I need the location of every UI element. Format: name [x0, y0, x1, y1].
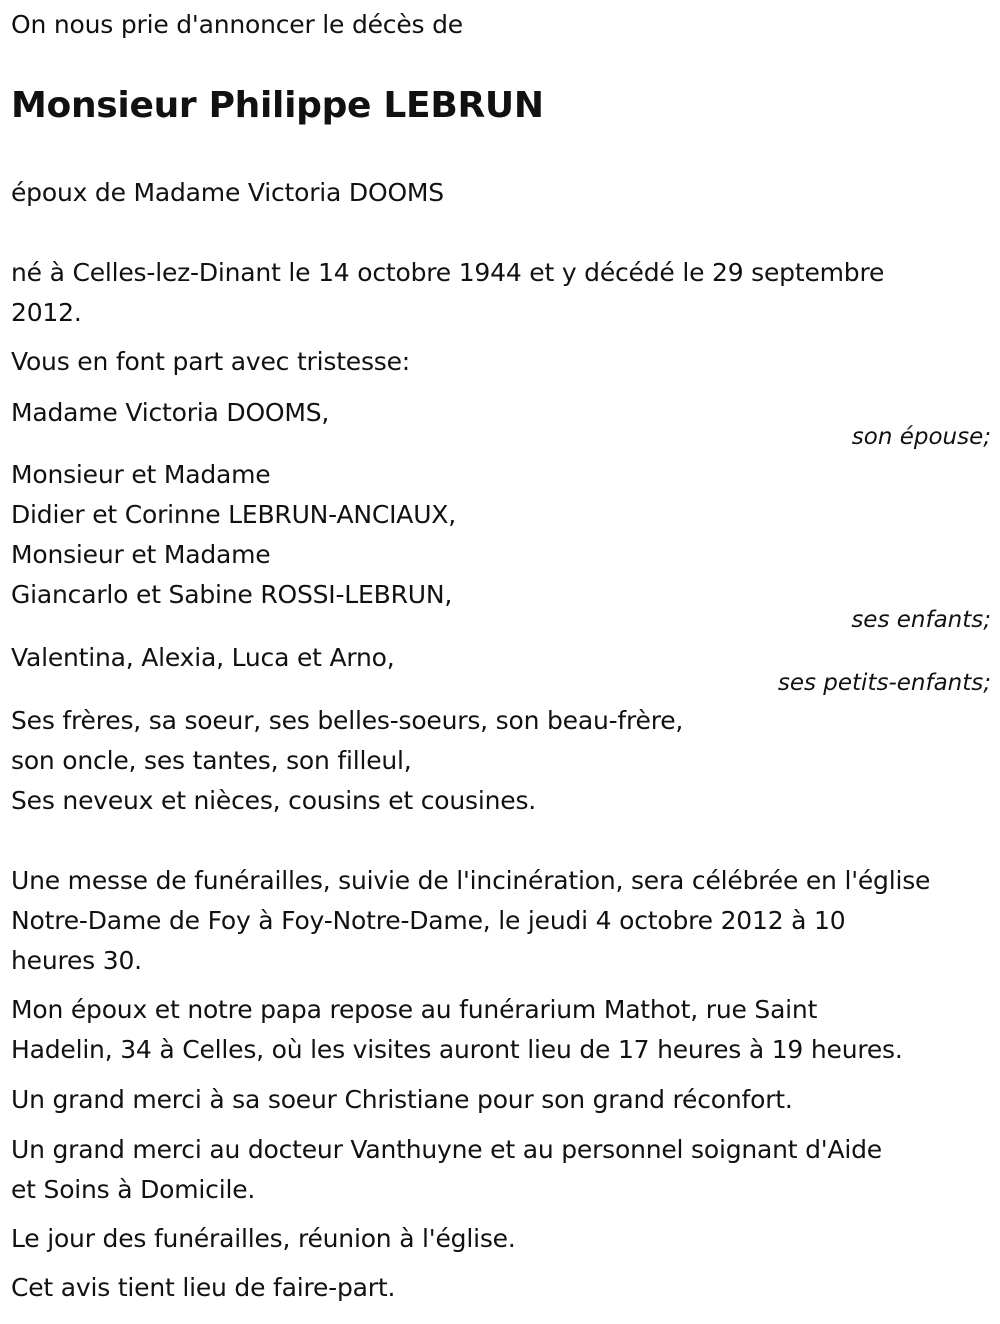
- grandchildren-role: ses petits-enfants;: [777, 670, 991, 696]
- meeting-line: Le jour des funérailles, réunion à l'église.: [11, 1224, 516, 1253]
- closing-line: Cet avis tient lieu de faire-part.: [11, 1273, 396, 1302]
- mass-line-1: Une messe de funérailles, suivie de l'incinération, sera célébrée en l'église: [11, 866, 931, 895]
- spouse-role: son épouse;: [851, 424, 991, 450]
- rest-line-1: Mon époux et notre papa repose au funérarium Mathot, rue Saint: [11, 995, 818, 1024]
- children-role: ses enfants;: [851, 607, 991, 633]
- spouse-name: Madame Victoria DOOMS,: [11, 398, 330, 427]
- sadness-line: Vous en font part avec tristesse:: [11, 347, 411, 376]
- children-line-4: Giancarlo et Sabine ROSSI-LEBRUN,: [11, 580, 453, 609]
- mass-line-3: heures 30.: [11, 946, 142, 975]
- children-line-3: Monsieur et Madame: [11, 540, 271, 569]
- intro-text: On nous prie d'annoncer le décès de: [11, 10, 463, 39]
- children-line-2: Didier et Corinne LEBRUN-ANCIAUX,: [11, 500, 456, 529]
- thanks-sister: Un grand merci à sa soeur Christiane pour son grand réconfort.: [11, 1085, 793, 1114]
- birth-death-line-1: né à Celles-lez-Dinant le 14 octobre 1944 et y décédé le 29 septembre: [11, 258, 885, 287]
- others-line-2: son oncle, ses tantes, son filleul,: [11, 746, 412, 775]
- thanks-doctor-line-1: Un grand merci au docteur Vanthuyne et au personnel soignant d'Aide: [11, 1135, 882, 1164]
- grandchildren-names: Valentina, Alexia, Luca et Arno,: [11, 643, 395, 672]
- birth-death-line-2: 2012.: [11, 298, 82, 327]
- rest-line-2: Hadelin, 34 à Celles, où les visites auront lieu de 17 heures à 19 heures.: [11, 1035, 903, 1064]
- deceased-name: Monsieur Philippe LEBRUN: [11, 85, 544, 126]
- children-line-1: Monsieur et Madame: [11, 460, 271, 489]
- others-line-1: Ses frères, sa soeur, ses belles-soeurs, son beau-frère,: [11, 706, 684, 735]
- spouse-line: époux de Madame Victoria DOOMS: [11, 178, 444, 207]
- thanks-doctor-line-2: et Soins à Domicile.: [11, 1175, 256, 1204]
- others-line-3: Ses neveux et nièces, cousins et cousines.: [11, 786, 537, 815]
- mass-line-2: Notre-Dame de Foy à Foy-Notre-Dame, le jeudi 4 octobre 2012 à 10: [11, 906, 846, 935]
